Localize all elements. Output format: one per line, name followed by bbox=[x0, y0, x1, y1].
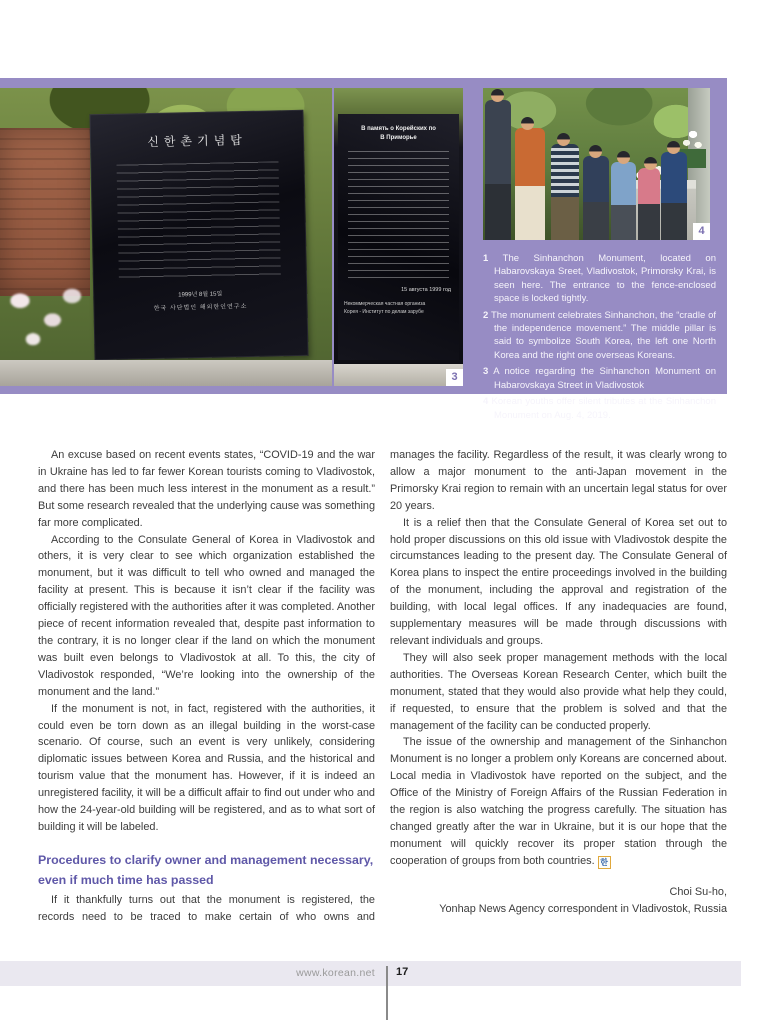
photo-monument-stone bbox=[0, 88, 332, 386]
stone-date-text: 1999년 8월 15일 bbox=[178, 291, 223, 299]
plaque-body-lines-decor bbox=[348, 151, 450, 279]
person-figure bbox=[638, 168, 660, 240]
caption-number: 2 bbox=[483, 309, 489, 321]
article-end-mark-icon: 한 bbox=[598, 856, 611, 869]
footer-site-link[interactable]: www.korean.net bbox=[296, 967, 375, 979]
plaque-pedestal-decor bbox=[334, 364, 463, 386]
caption-2 bbox=[483, 309, 716, 362]
caption-3 bbox=[483, 365, 716, 392]
brick-building-decor bbox=[0, 128, 90, 296]
article-column-right bbox=[390, 447, 727, 926]
caption-number: 1 bbox=[483, 253, 489, 264]
caption-4 bbox=[483, 395, 716, 422]
caption-text: The Sinhanchon Monument, located on Habarovskaya Sreet, Vladivostok, Primorsky Krai, is seen here. The entrance to the fence-enclosed space is locked tightly. bbox=[494, 253, 717, 304]
plaque-org-line2: Корея - Институт по делам зарубе bbox=[344, 309, 424, 315]
photo-number-badge-4: 4 bbox=[693, 223, 710, 240]
byline-author: Choi Su-ho, bbox=[669, 885, 727, 898]
person-figure bbox=[485, 100, 511, 240]
article-paragraph: manages the facility. Regardless of the result, it was clearly wrong to allow a major monument to the anti-Japan movement in the Primorsky Krai region to remain with an uncertain legal status for over 20 years. bbox=[390, 449, 727, 512]
footer-page-number: 17 bbox=[396, 966, 409, 978]
plaque-heading-line1: В память о Корейских по bbox=[361, 126, 436, 132]
article-paragraph: It is a relief then that the Consulate General of Korea set out to hold proper discussions on this old issue with Vladivostok despite the circumstances leading to the present day. The Consulate General of Korea plans to inspect the entire proceedings involved in the building of the monument, including the approval and registration of the building, with local legal offices. If any inadequacies are found, supplementary measures will be made through discussions with relevant individuals and groups. bbox=[390, 516, 727, 647]
stone-org-text: 한국 사단법인 해외한인연구소 bbox=[153, 304, 248, 312]
photo-captions bbox=[483, 252, 716, 426]
caption-number: 3 bbox=[483, 366, 489, 378]
photo-number-badge-3: 3 bbox=[446, 369, 463, 386]
plaque-date-text: 15 августа 1999 год bbox=[401, 287, 451, 293]
plaque-heading-line2: В Приморье bbox=[380, 135, 417, 141]
byline-title: Yonhap News Agency correspondent in Vladivostok, Russia bbox=[439, 903, 727, 916]
photo-banner-panel bbox=[0, 78, 727, 421]
article-column-left bbox=[38, 447, 375, 926]
stone-inscription-lines-decor bbox=[116, 161, 281, 280]
person-figure bbox=[551, 144, 579, 240]
stone-pedestal-decor bbox=[0, 360, 332, 386]
caption-text: A notice regarding the Sinhanchon Monument on Habarovskaya Street in Vladivostok bbox=[493, 366, 716, 391]
article-paragraph: If the monument is not, in fact, registered with the authorities, it could even be torn down as an illegal building in the worst-case scenario. Of course, such an event is very unlikely, considering diplomatic issues between Korea and Russia, and the historical and tourism value that the monument has. However, if it is indeed an unregistered facility, it will be a difficult affair to find out under who and how the 24-year-old building will be registered, and as to what sort of building it will be labeled. bbox=[38, 702, 375, 833]
article-subheading: Procedures to clarify owner and management necessary, even if much time has passed bbox=[38, 852, 374, 887]
caption-1 bbox=[483, 252, 716, 305]
article-body bbox=[38, 447, 727, 926]
article-paragraph bbox=[390, 734, 727, 869]
stone-title-text: 신한촌기념탑 bbox=[147, 132, 247, 150]
caption-text: The monument celebrates Sinhanchon, the “cradle of the independence movement.” The middle pillar is said to symbolize South Korea, the left one North Korea and the right one overseas Koreans. bbox=[490, 309, 716, 361]
footer-divider bbox=[386, 966, 388, 1020]
plaque-org-text bbox=[338, 300, 459, 316]
photo-notice-plaque bbox=[334, 88, 463, 386]
article-paragraph: According to the Consulate General of Korea in Vladivostok and others, it is very clear to see which organization established the monument, but it was difficult to tell who owned and managed the facility at present. This is because it isn’t clear if the facility was officially registered with the authorities after it was completed. Another piece of recent information revealed that, despite past information to the contrary, it is no longer clear if the land on which the monument was built even belongs to Vladivostok at all. To this, the city of Vladivostok responded, “We’re looking into the ownership of the monument and the land.” bbox=[38, 533, 375, 698]
caption-text: Korean youths offer silent tributes at the Sinhanchon Monument on Aug. 4, 2019. bbox=[491, 396, 717, 421]
person-figure bbox=[611, 162, 636, 240]
notice-plaque bbox=[338, 114, 459, 360]
plaque-org-line1: Некоммерческая частная организа bbox=[344, 301, 426, 307]
article-paragraph: If it thankfully turns out that the monument is registered, the records need to be traced to make certain of who owns and bbox=[38, 893, 375, 923]
person-figure bbox=[515, 128, 545, 240]
caption-number: 4 bbox=[483, 396, 489, 408]
photo-youths-tribute bbox=[483, 88, 710, 240]
article-byline bbox=[390, 884, 727, 919]
person-figure bbox=[583, 156, 609, 240]
article-paragraph-text: The issue of the ownership and management of the Sinhanchon Monument is no longer a problem only Koreans are concerned about. Local media in Vladivostok have reported on the subject, and the Office of the Ministry of Foreign Affairs of the Russian Federation in the region is also watching the progress carefully. The situation has changed greatly after the war in Ukraine, but it is our hope that the monument will quickly recover its proper station through the cooperation of groups from both countries. bbox=[390, 736, 727, 867]
article-paragraph: An excuse based on recent events states, “COVID-19 and the war in Ukraine has led to far fewer Korean tourists coming to Vladivostok, and there has been much less interest in the monument as a result.” But some research revealed that the underlying cause was something far more complicated. bbox=[38, 449, 375, 529]
blossom-decor bbox=[0, 272, 124, 368]
article-paragraph: They will also seek proper management methods with the local authorities. The Overseas Korean Research Center, which built the monument, stated that they would also provide what help they could, if requested, to ensure that the problem is solved and that the management of the facility can be conducted properly. bbox=[390, 651, 727, 732]
person-figure bbox=[661, 152, 687, 240]
